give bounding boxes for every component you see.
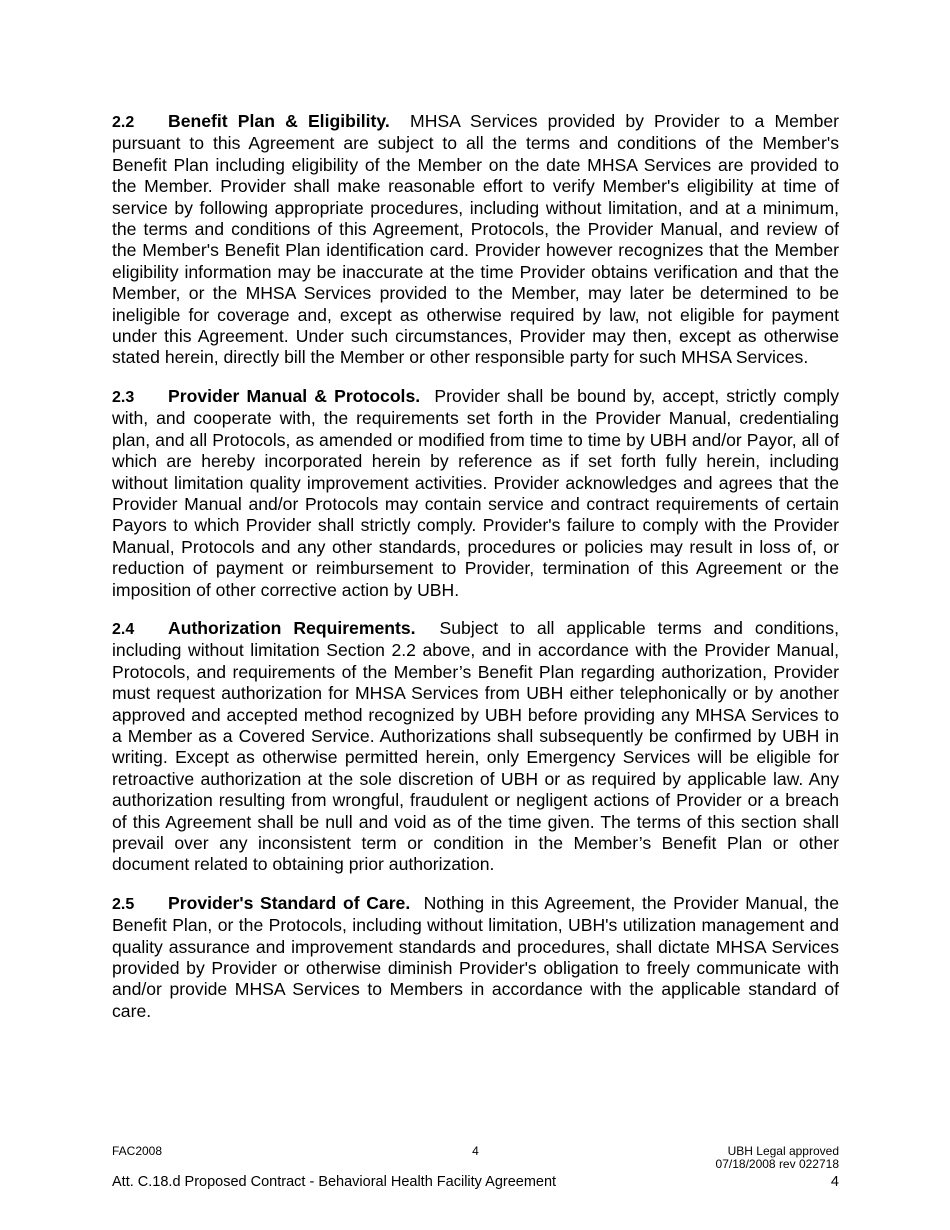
approval-line-1: UBH Legal approved: [727, 1144, 839, 1158]
section-title: Provider's Standard of Care.: [168, 892, 411, 913]
approval-line-2: 07/18/2008 rev 022718: [715, 1157, 839, 1171]
section-body: MHSA Services provided by Provider to a Member pursuant to this Agreement are subject to all the terms and conditions of the Member's Benefit Plan including eligibility of the Member on the date MHSA Services are provided to the Member. Provider shall make reasonable effort to verify Member's eligibility at time of service by following appropriate procedures, including without limitation, and at a minimum, the terms and conditions of this Agreement, Protocols, the Provider Manual, and review of the Member's Benefit Plan identification card. Provider however recognizes that the Member eligibility information may be inaccurate at the time Provider obtains verification and that the Member, or the MHSA Services provided to the Member, may later be determined to be ineligible for coverage and, except as otherwise required by law, not eligible for payment under this Agreement. Under such circumstances, Provider may then, except as otherwise stated herein, directly bill the Member or other responsible party for such MHSA Services.: [112, 111, 840, 368]
attachment-page-number: 4: [830, 1174, 839, 1190]
section-2-4: [112, 618, 839, 876]
attachment-title: Att. C.18.d Proposed Contract - Behavioral Health Facility Agreement: [112, 1174, 557, 1190]
form-id: FAC2008: [112, 1144, 163, 1158]
section-2-5: [112, 893, 839, 1022]
section-number: 2.4: [112, 620, 135, 638]
section-number: 2.2: [112, 114, 135, 131]
section-2-3: [112, 386, 839, 601]
section-title: Authorization Requirements.: [168, 617, 416, 638]
page-number: 4: [472, 1144, 479, 1158]
section-body: Provider shall be bound by, accept, strictly comply with, and cooperate with, the requirements set forth in the Provider Manual, credentialing plan, and all Protocols, as amended or modified from time to time by UBH and/or Payor, all of which are hereby incorporated herein by reference as if set forth fully herein, including without limitation quality improvement activities. Provider acknowledges and agrees that the Provider Manual and/or Protocols may contain service and contract requirements of certain Payors to which Provider shall strictly comply. Provider's failure to comply with the Provider Manual, Protocols and any other standards, procedures or policies may result in loss of, or reduction of payment or reimbursement to Provider, termination of this Agreement or the imposition of other corrective action by UBH.: [112, 385, 839, 600]
approval-stamp: [716, 1145, 839, 1171]
section-number: 2.3: [112, 388, 135, 406]
page-footer: [112, 1145, 839, 1173]
section-title: Provider Manual & Protocols.: [168, 385, 421, 406]
document-body: [112, 111, 839, 1039]
section-title: Benefit Plan & Eligibility.: [168, 111, 390, 131]
section-2-2: [112, 111, 839, 369]
section-body: Subject to all applicable terms and conditions, including without limitation Section 2.2 above, and in accordance with the Provider Manual, Protocols, and requirements of the Member’s Benefit Plan regarding authorization, Provider must request authorization for MHSA Services from UBH either telephonically or by another approved and accepted method recognized by UBH before providing any MHSA Services to a Member as a Covered Service. Authorizations shall subsequently be confirmed by UBH in writing. Except as otherwise permitted herein, only Emergency Services will be eligible for retroactive authorization at the sole discretion of UBH or as required by applicable law. Any authorization resulting from wrongful, fraudulent or negligent actions of Provider or a breach of this Agreement shall be null and void as of the time given. The terms of this section shall prevail over any inconsistent term or condition in the Member’s Benefit Plan or other document related to obtaining prior authorization.: [112, 617, 839, 875]
section-body: Nothing in this Agreement, the Provider Manual, the Benefit Plan, or the Protocols, including without limitation, UBH's utilization management and quality assurance and improvement standards and procedures, shall dictate MHSA Services provided by Provider or otherwise diminish Provider's obligation to freely communicate with and/or provide MHSA Services to Members in accordance with the applicable standard of care.: [112, 892, 839, 1021]
section-number: 2.5: [112, 895, 135, 913]
